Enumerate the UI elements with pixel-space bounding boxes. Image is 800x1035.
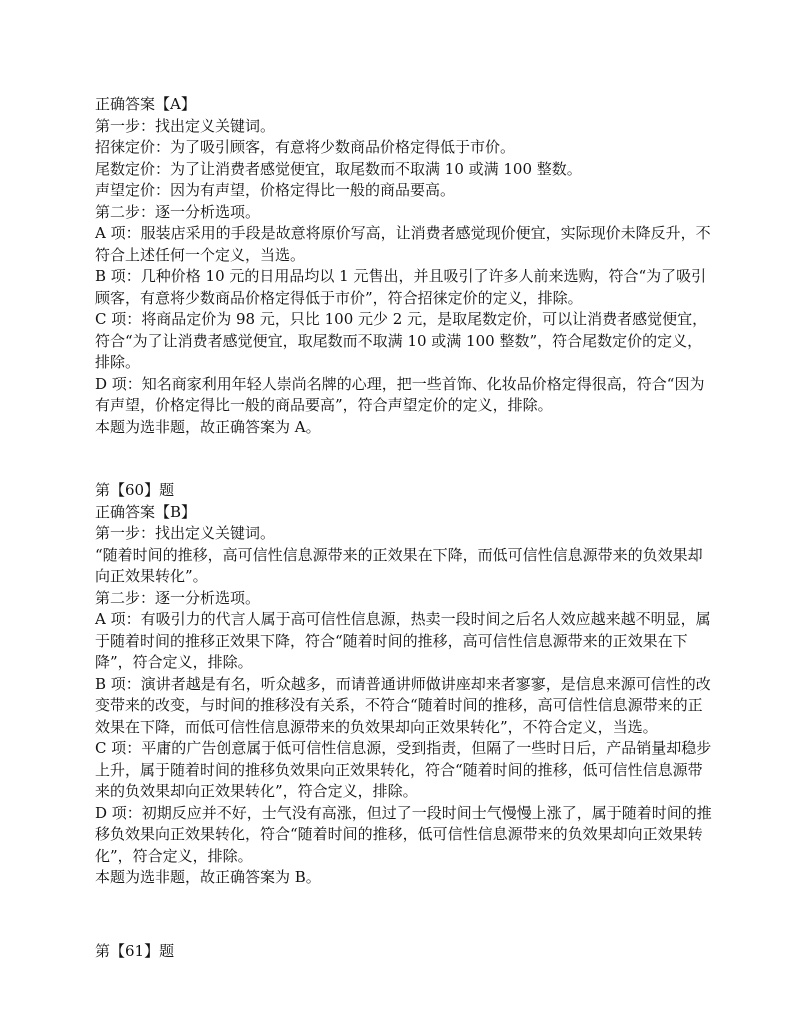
q60-keyword: “随着时间的推移，高可信性信息源带来的正效果在下降，而低可信性信息源带来的负效果却向正效果转化”。 (95, 545, 703, 585)
q59-option-d: D 项：知名商家利用年轻人崇尚名牌的心理，把一些首饰、化妆品价格定得很高，符合“因为有声望，价格定得比一般的商品要高”，符合声望定价的定义，排除。 (95, 374, 705, 414)
q59-definition-1: 招徕定价：为了吸引顾客，有意将少数商品价格定得低于市价。 (95, 138, 516, 156)
q60-step1: 第一步：找出定义关键词。 (95, 524, 276, 542)
q59-conclusion: 本题为选非题，故正确答案为 A。 (95, 417, 321, 436)
document-page (95, 94, 715, 962)
q60-title: 第【60】题 (95, 481, 175, 499)
q59-definition-3: 声望定价：因为有声望，价格定得比一般的商品要高。 (95, 181, 456, 199)
q59-step1: 第一步：找出定义关键词。 (95, 116, 276, 135)
q60-option-c: C 项：平庸的广告创意属于低可信性信息源，受到指责，但隔了一些时日后，产品销量却稳步上升，属于随着时间的推移负效果向正效果转化，符合“随着时间的推移，低可信性信息源带来的负效果却向正效果转化”，符合定义，排除。 (95, 739, 712, 800)
q59-option-c: C 项：将商品定价为 98 元，只比 100 元少 2 元，是取尾数定价，可以让消费者感觉便宜，符合“为了让消费者感觉便宜，取尾数而不取满 10 或满 100 整数”，符合尾数定价的定义，排除。 (95, 310, 708, 371)
q61-title: 第【61】题 (95, 941, 175, 960)
q59-option-b: B 项：几种价格 10 元的日用品均以 1 元售出，并且吸引了许多人前来选购，符合“为了吸引顾客，有意将少数商品价格定得低于市价”，符合招徕定价的定义，排除。 (95, 267, 707, 307)
q59-step2: 第二步：逐一分析选项。 (95, 202, 261, 221)
q59-option-a: A 项：服装店采用的手段是故意将原价写高，让消费者感觉现价便宜，实际现价未降反升，不符合上述任何一个定义，当选。 (95, 224, 711, 264)
q59-answer: 正确答案【A】 (95, 95, 196, 113)
q60-option-b: B 项：演讲者越是有名，听众越多，而请普通讲师做讲座却来者寥寥，是信息来源可信性的改变带来的改变，与时间的推移没有关系，不符合“随着时间的推移，高可信性信息源带来的正效果在下降，而低可信性信息源带来的负效果却向正效果转化”，不符合定义，当选。 (95, 674, 711, 736)
q60-step2: 第二步：逐一分析选项。 (95, 588, 261, 607)
q60-option-a: A 项：有吸引力的代言人属于高可信性信息源，热卖一段时间之后名人效应越来越不明显，属于随着时间的推移正效果下降，符合“随着时间的推移，高可信性信息源带来的正效果在下降”，符合定义，排除。 (95, 610, 711, 671)
q60-answer: 正确答案【B】 (95, 502, 197, 521)
q59-definition-2: 尾数定价：为了让消费者感觉便宜，取尾数而不取满 10 或满 100 整数。 (95, 159, 582, 178)
q60-conclusion: 本题为选非题，故正确答案为 B。 (95, 868, 321, 886)
q60-option-d: D 项：初期反应并不好，士气没有高涨，但过了一段时间士气慢慢上涨了，属于随着时间的推移负效果向正效果转化，符合“随着时间的推移，低可信性信息源带来的负效果却向正效果转化”，符合定义，排除。 (95, 803, 712, 865)
